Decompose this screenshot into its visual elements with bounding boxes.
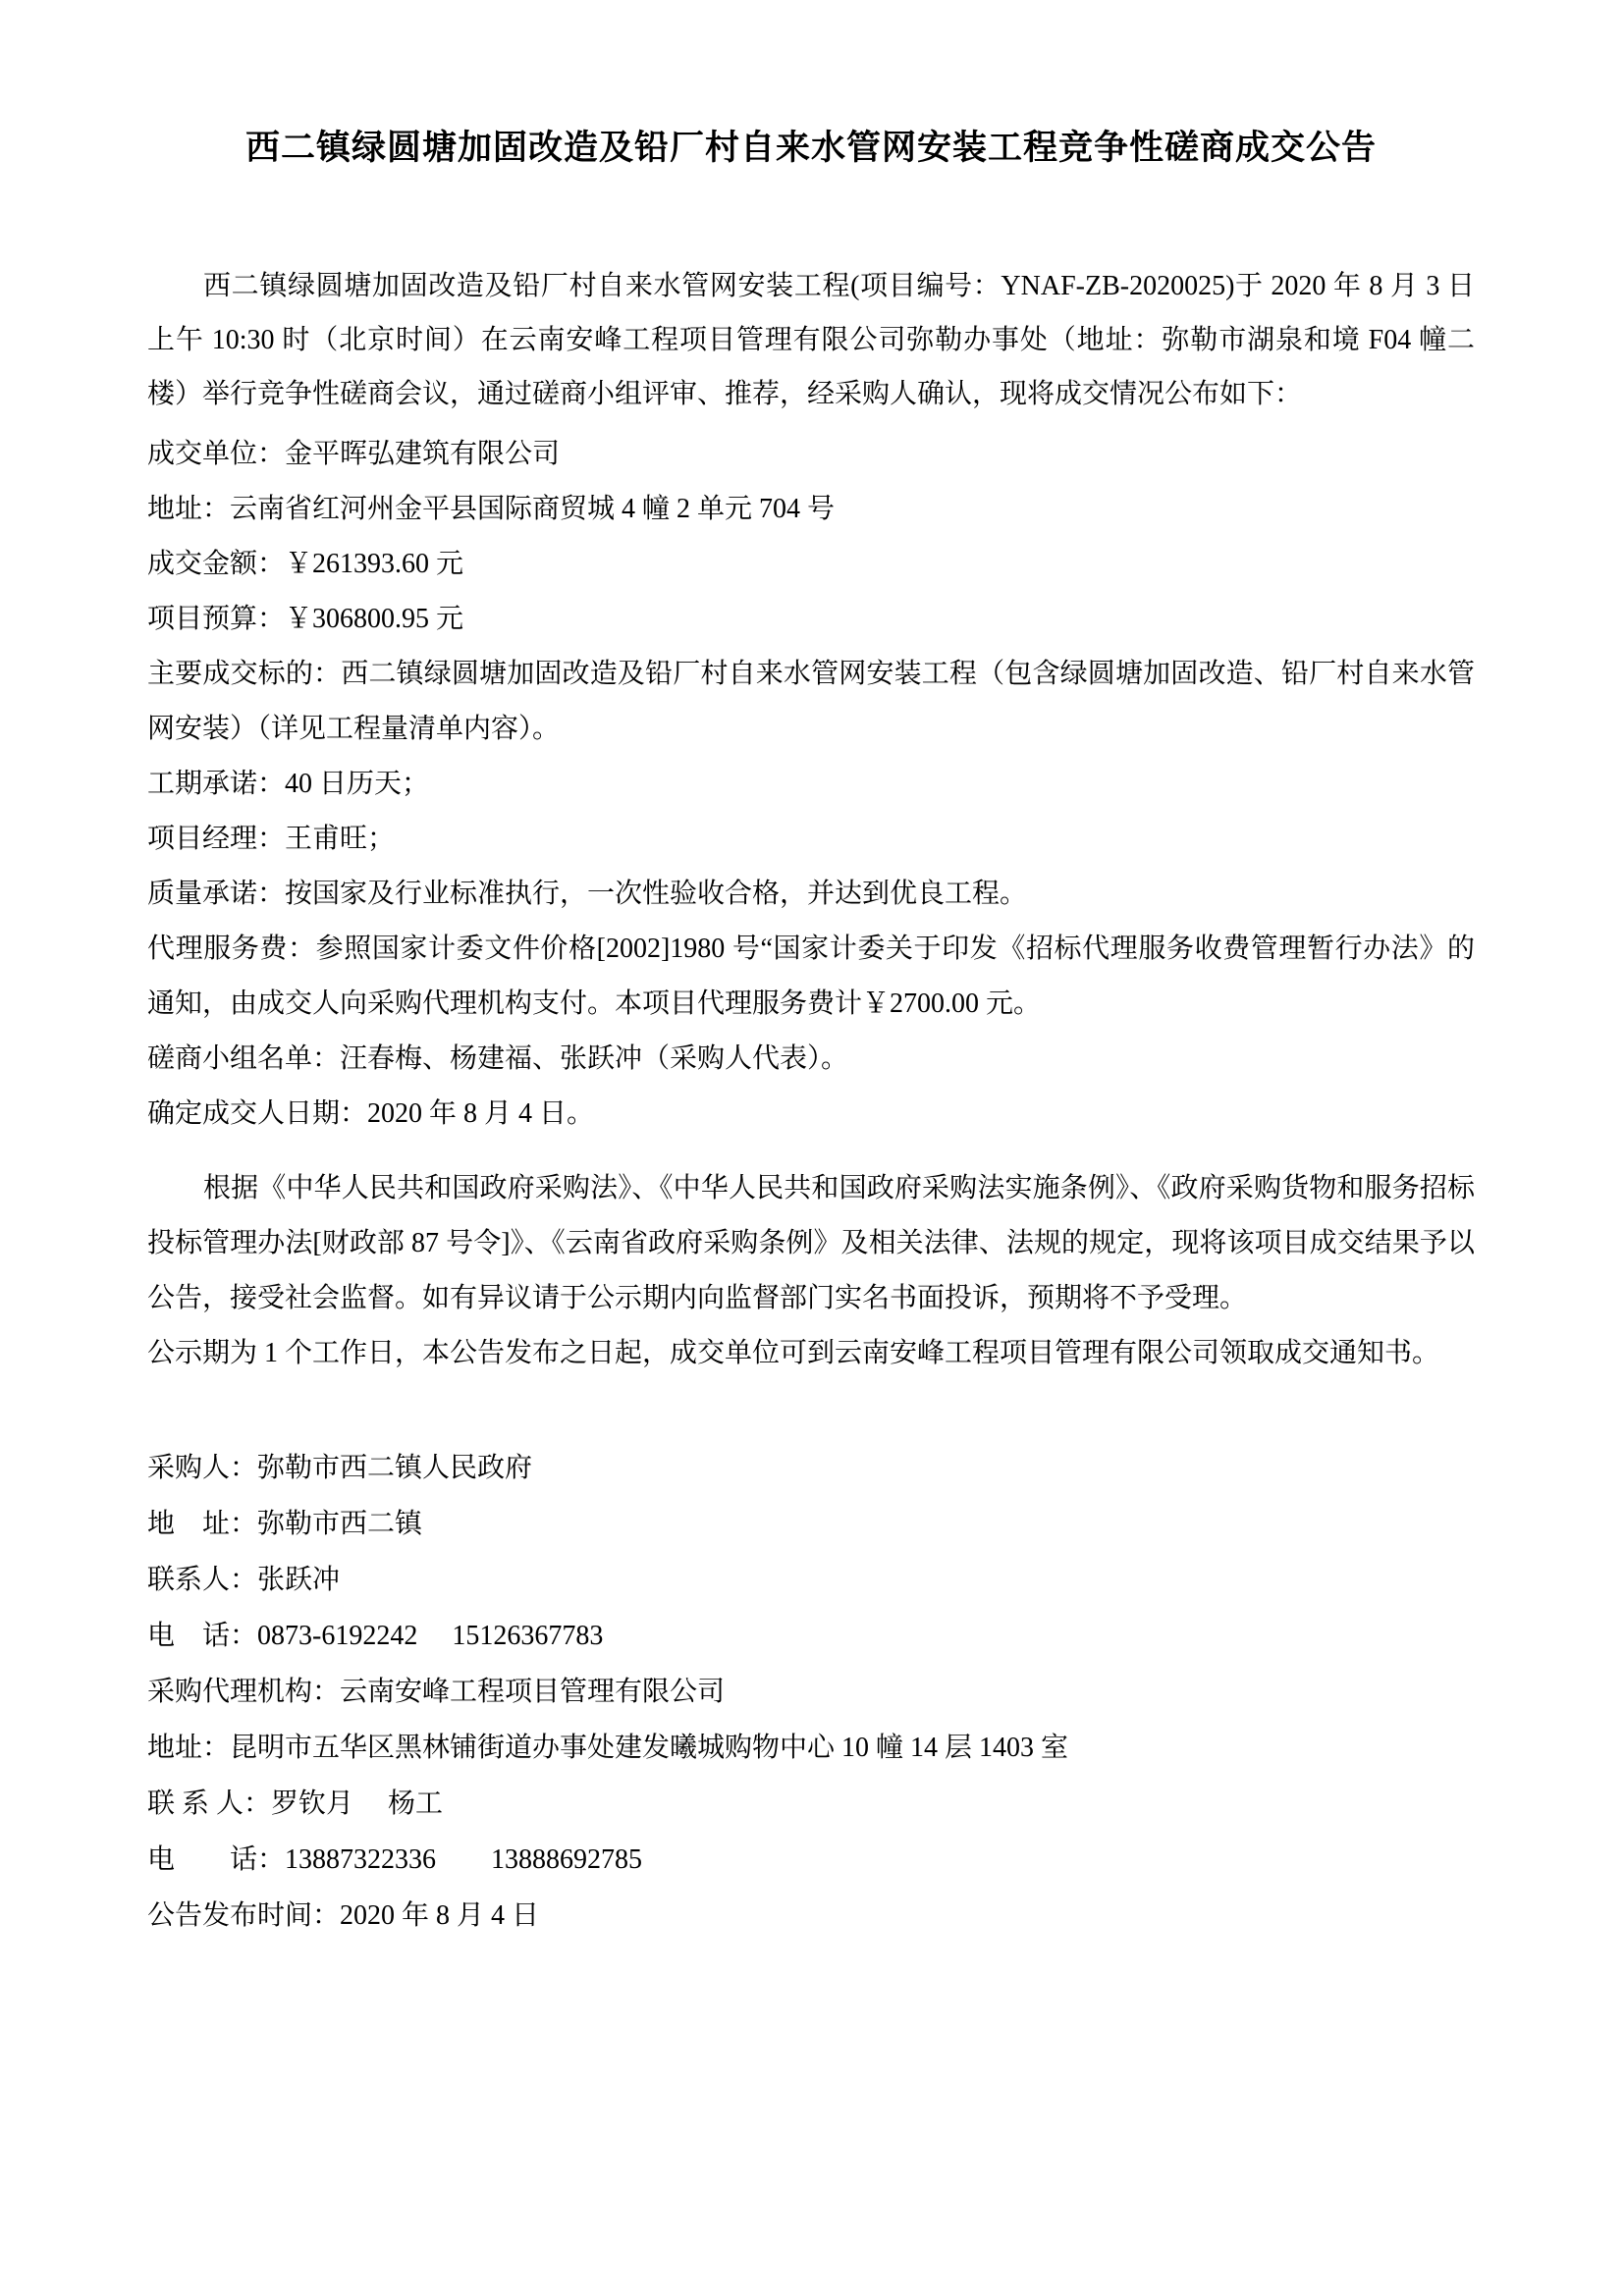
detail-line: 项目预算：￥306800.95 元 [147,604,464,634]
detail-line: 主要成交标的：西二镇绿圆塘加固改造及铅厂村自来水管网安装工程（包含绿圆塘加固改造、铅厂村自来水管网安装）（详见工程量清单内容）。 [147,659,1475,744]
document-title: 西二镇绿圆塘加固改造及铅厂村自来水管网安装工程竞争性磋商成交公告 [244,129,1377,167]
detail-line: 工期承诺：40 日历天； [147,769,430,799]
legal-paragraph: 根据《中华人民共和国政府采购法》、《中华人民共和国政府采购法实施条例》、《政府采购货物和服务招标投标管理办法[财政部 87 号令]》、《云南省政府采购条例》及相关法律、法规的规定，现将该项目成交结果予以公告，接受社会监督。如有异议请于公示期内向监督部门实名书面投诉，预期将不予受理。 [147,1173,1475,1313]
detail-line: 质量承诺：按国家及行业标准执行，一次性验收合格，并达到优良工程。 [147,879,1028,909]
contact-line: 公告发布时间：2020 年 8 月 4 日 [147,1900,540,1931]
detail-line: 代理服务费：参照国家计委文件价格[2002]1980 号“国家计委关于印发《招标代理服务收费管理暂行办法》的通知，由成交人向采购代理机构支付。本项目代理服务费计￥2700.00 元。 [147,934,1475,1019]
detail-line: 地址：云南省红河州金平县国际商贸城 4 幢 2 单元 704 号 [147,494,836,524]
detail-line: 确定成交人日期：2020 年 8 月 4 日。 [147,1098,595,1129]
publicity-paragraph: 公示期为 1 个工作日，本公告发布之日起，成交单位可到云南安峰工程项目管理有限公司领取成交通知书。 [147,1338,1440,1368]
contact-line: 采购代理机构：云南安峰工程项目管理有限公司 [147,1677,726,1707]
contact-line: 电 话：13887322336 13888692785 [147,1844,643,1875]
contact-line: 联 系 人：罗钦月 杨工 [147,1789,444,1819]
contact-line: 地址：昆明市五华区黑林铺街道办事处建发曦城购物中心 10 幢 14 层 1403 室 [147,1733,1069,1763]
deal-details [147,427,1475,1142]
contact-line: 地 址：弥勒市西二镇 [147,1509,423,1539]
intro-paragraph: 西二镇绿圆塘加固改造及铅厂村自来水管网安装工程(项目编号：YNAF-ZB-2020025)于 2020 年 8 月 3 日上午 10:30 时（北京时间）在云南安峰工程项目管理有限公司弥勒办事处（地址：弥勒市湖泉和境 F04 幢二楼）举行竞争性磋商会议，通过磋商小组评审、推荐，经采购人确认，现将成交情况公布如下： [147,271,1475,409]
contact-line: 采购人：弥勒市西二镇人民政府 [147,1453,533,1483]
detail-line: 项目经理：王甫旺； [147,824,396,854]
detail-line: 成交金额：￥261393.60 元 [147,549,464,579]
contact-line: 电 话：0873-6192242 15126367783 [147,1621,604,1651]
detail-line: 磋商小组名单：汪春梅、杨建福、张跃冲（采购人代表）。 [147,1043,849,1074]
detail-line: 成交单位：金平晖弘建筑有限公司 [147,439,561,469]
contact-info [147,1440,1475,1944]
contact-line: 联系人：张跃冲 [147,1565,341,1595]
